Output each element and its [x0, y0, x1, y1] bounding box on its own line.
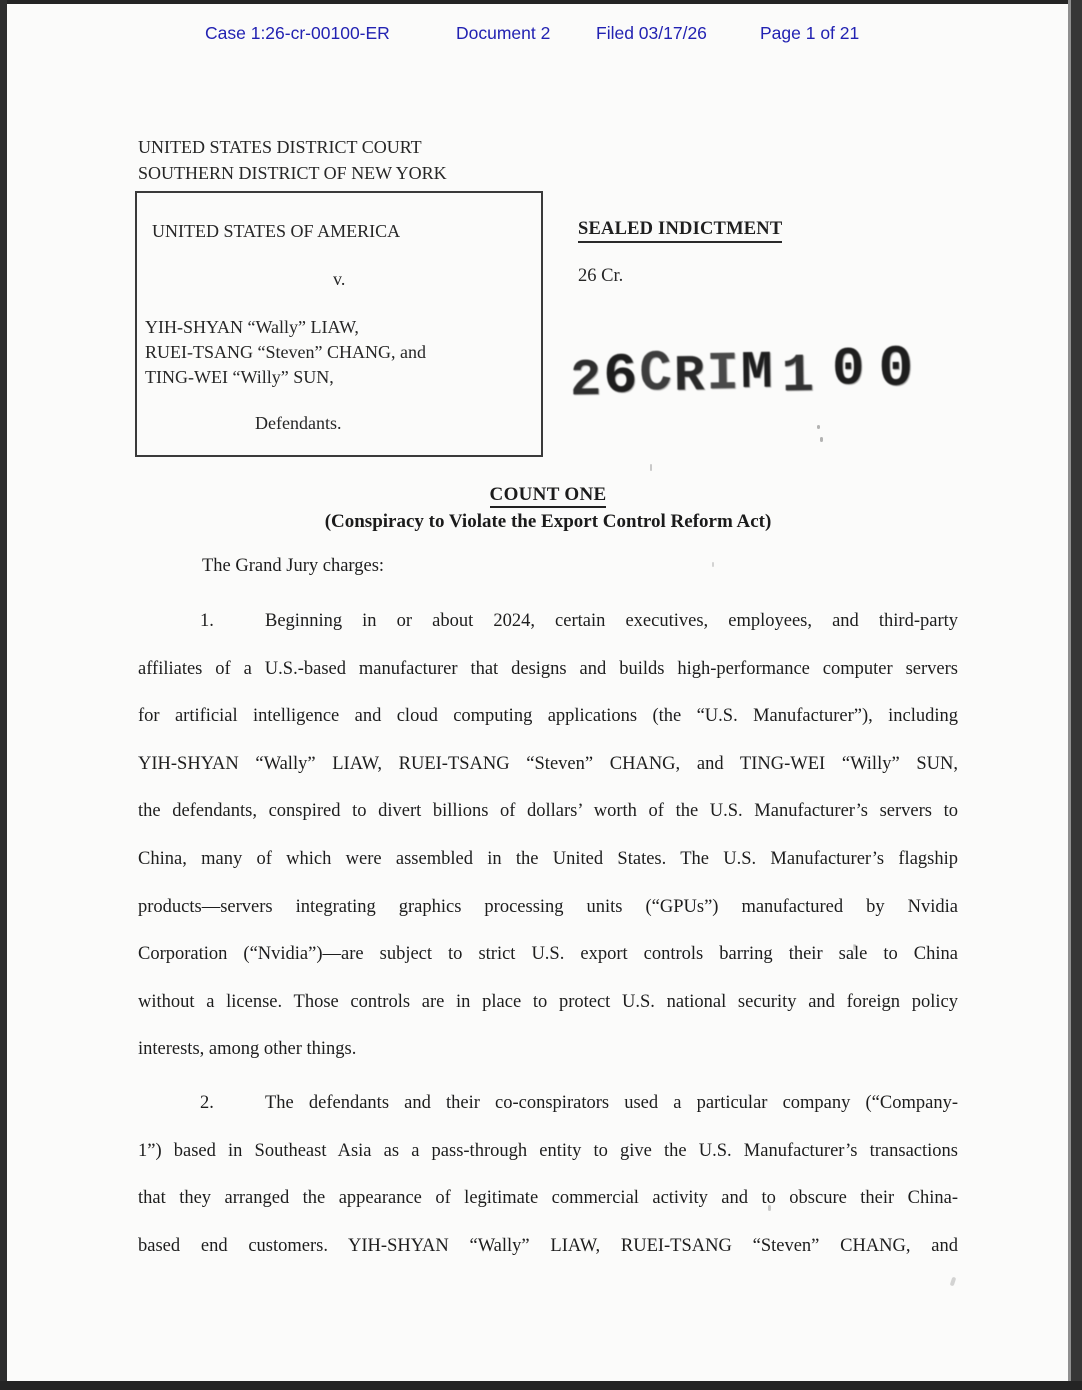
- body-line: [138, 598, 958, 646]
- paragraph-number: 2.: [200, 1092, 214, 1113]
- caption-defendant-names: [145, 315, 426, 390]
- scan-speck: [820, 437, 823, 442]
- paragraph: [138, 598, 958, 1074]
- stamp-character: C: [638, 342, 675, 408]
- sealed-indictment-title: SEALED INDICTMENT: [578, 219, 782, 243]
- body-line: that they arranged the appearance of legitimate commercial activity and to obscure their China-: [138, 1188, 958, 1209]
- stamp-character: I: [706, 344, 742, 406]
- body-line: Corporation (“Nvidia”)—are subject to strict U.S. export controls barring their sale to China: [138, 944, 958, 965]
- scan-speck: [650, 464, 652, 471]
- scan-edge-left: [0, 0, 7, 1390]
- ecf-page-number: Page 1 of 21: [760, 23, 860, 43]
- paragraph: [138, 1080, 958, 1270]
- case-number-stamp: [569, 337, 916, 411]
- body-line-text: Beginning in or about 2024, certain executives, employees, and third-party: [265, 611, 958, 631]
- ecf-case-number: Case 1:26-cr-00100-ER: [205, 23, 390, 43]
- body-line: products—servers integrating graphics processing units (“GPUs”) manufactured by Nvidia: [138, 896, 958, 917]
- defendant-name: RUEI-TSANG “Steven” CHANG, and: [145, 342, 426, 362]
- criminal-docket-number: 26 Cr.: [578, 266, 624, 286]
- body-line: the defendants, conspired to divert billions of dollars’ worth of the U.S. Manufacturer’s servers to: [138, 801, 958, 822]
- ecf-document-number: Document 2: [456, 23, 551, 43]
- defendant-name: TING-WEI “Willy” SUN,: [145, 367, 334, 387]
- caption-plaintiff: UNITED STATES OF AMERICA: [152, 221, 401, 241]
- scan-edge-right: [1068, 0, 1082, 1390]
- scan-edge-bottom: [0, 1381, 1082, 1390]
- caption-versus: v.: [333, 269, 346, 289]
- stamp-character: 1: [781, 345, 817, 408]
- count-one-heading: [138, 484, 958, 533]
- scan-edge-top: [0, 0, 1082, 4]
- stamp-character: R: [673, 348, 707, 406]
- count-title: COUNT ONE: [490, 484, 607, 508]
- body-line: [138, 1080, 958, 1128]
- stamp-character: 0: [877, 337, 916, 404]
- scan-speck: [950, 1277, 957, 1287]
- court-heading: [138, 134, 447, 186]
- stamp-character: 0: [831, 339, 867, 401]
- paragraph-number: 1.: [200, 611, 214, 631]
- stamp-character: M: [740, 342, 776, 404]
- body-line: YIH-SHYAN “Wally” LIAW, RUEI-TSANG “Steven” CHANG, and TING-WEI “Willy” SUN,: [138, 753, 958, 774]
- stamp-character: 2: [569, 350, 604, 411]
- ecf-header: [0, 23, 1082, 45]
- body-line: 1”) based in Southeast Asia as a pass-through entity to give the U.S. Manufacturer’s transactions: [138, 1140, 958, 1161]
- body-line: China, many of which were assembled in the United States. The U.S. Manufacturer’s flagship: [138, 848, 958, 869]
- scan-speck: [817, 425, 820, 429]
- body-line: based end customers. YIH-SHYAN “Wally” LIAW, RUEI-TSANG “Steven” CHANG, and: [138, 1235, 958, 1256]
- scan-speck: [712, 562, 714, 567]
- grand-jury-charges-line: The Grand Jury charges:: [202, 556, 385, 576]
- body-line: affiliates of a U.S.-based manufacturer that designs and builds high-performance computer servers: [138, 658, 958, 679]
- defendant-name: YIH-SHYAN “Wally” LIAW,: [145, 317, 359, 337]
- stamp-character: 6: [602, 345, 640, 410]
- ecf-filed-date: Filed 03/17/26: [596, 23, 707, 43]
- body-line-text: The defendants and their co-conspirators used a particular company (“Company-: [265, 1092, 958, 1113]
- count-subtitle: (Conspiracy to Violate the Export Control Reform Act): [324, 511, 772, 532]
- body-line: for artificial intelligence and cloud computing applications (the “U.S. Manufacturer”), including: [138, 706, 958, 727]
- court-name-line2: SOUTHERN DISTRICT OF NEW YORK: [138, 163, 447, 183]
- caption-defendants-label: Defendants.: [255, 413, 342, 433]
- scan-speck: [768, 1205, 771, 1211]
- body-line: interests, among other things.: [138, 1039, 357, 1060]
- scan-speck: [853, 944, 856, 950]
- body-paragraphs: [138, 598, 958, 1270]
- court-name-line1: UNITED STATES DISTRICT COURT: [138, 137, 422, 157]
- case-caption-box: [135, 191, 543, 457]
- body-line: without a license. Those controls are in place to protect U.S. national security and foreign policy: [138, 991, 958, 1012]
